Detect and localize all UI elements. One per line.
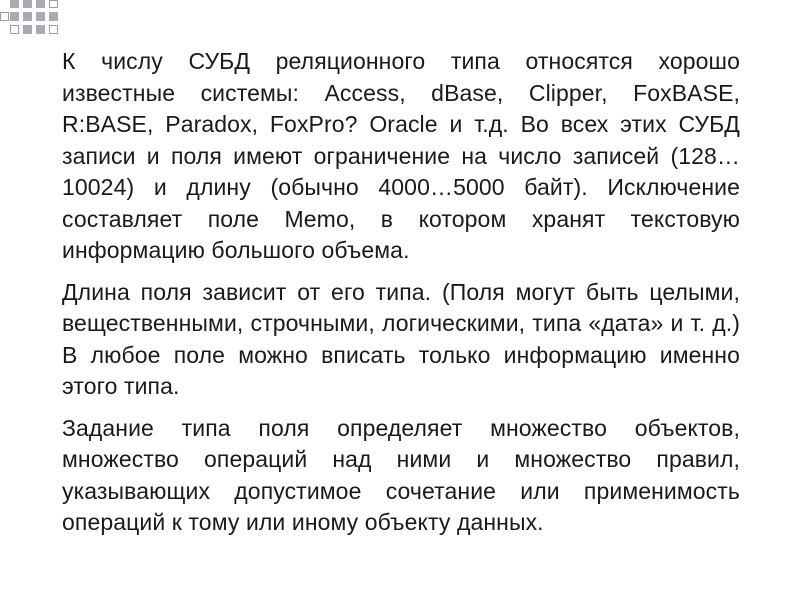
deco-square <box>10 0 19 8</box>
deco-square <box>10 12 19 21</box>
deco-square <box>36 25 45 34</box>
paragraph-relational-dbms: К числу СУБД реляционного типа относятся хорошо известные системы: Access, dBase, Clipper, FoxBASE, R:BASE, Paradox, FoxPro? Oracle и т.д. Во всех этих СУБД записи и поля имеют ограничение на число записей (128…10024) и длину (обычно 4000…5000 байт). Исключение составляет поле Memo, в котором хранят текстовую информацию большого объема. <box>62 48 740 263</box>
paragraph-field-type: Задание типа поля определяет множество объектов, множество операций над ними и множество правил, указывающих допустимое сочетание или применимость операций к тому или иному объекту данных. <box>62 414 740 535</box>
deco-square-outline <box>50 1 58 8</box>
deco-square-outline <box>11 26 19 34</box>
corner-squares-decoration <box>0 0 800 40</box>
deco-square-outline <box>1 13 9 21</box>
paragraph-field-length: Длина поля зависит от его типа. (Поля могут быть целыми, вещественными, строчными, логическими, типа «дата» и т. д.) В любое поле можно вписать только информацию именно этого типа. <box>62 278 740 399</box>
deco-square-outline <box>50 26 58 34</box>
deco-square <box>23 0 32 8</box>
deco-square <box>36 0 45 8</box>
slide-body <box>62 46 740 549</box>
deco-square <box>23 12 32 21</box>
deco-square <box>23 25 32 34</box>
deco-square <box>49 12 58 21</box>
deco-square <box>36 12 45 21</box>
